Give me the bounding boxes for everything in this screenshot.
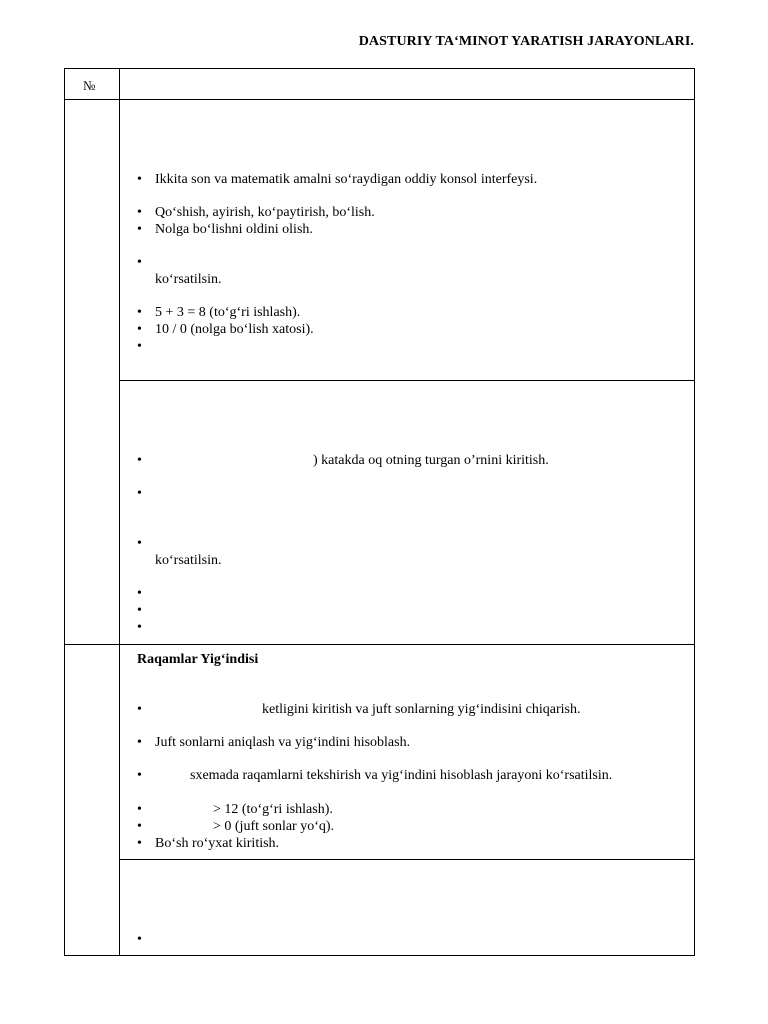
row-divider-1 — [119, 380, 694, 381]
bullet-icon: • — [137, 172, 142, 187]
bullet-icon: • — [137, 603, 142, 618]
bullet-icon: • — [137, 932, 142, 947]
bullet-icon: • — [137, 536, 142, 551]
bullet-icon: • — [137, 305, 142, 320]
number-column-header: № — [83, 78, 96, 93]
s1-line-4: ko‘rsatilsin. — [155, 272, 222, 287]
bullet-icon: • — [137, 322, 142, 337]
header-row-divider — [65, 99, 694, 100]
s2-line-1: ) katakda oq otning turgan o’rnini kiritish. — [313, 453, 549, 468]
bullet-icon: • — [137, 620, 142, 635]
bullet-icon: • — [137, 735, 142, 750]
s3-line-6: Bo‘sh ro‘yxat kiritish. — [155, 836, 280, 851]
task-table — [64, 68, 695, 956]
row-divider-3 — [119, 859, 694, 860]
s2-line-2: ko‘rsatilsin. — [155, 553, 222, 568]
s1-line-5: 5 + 3 = 8 (to‘g‘ri ishlash). — [155, 305, 301, 320]
s3-line-2: Juft sonlarni aniqlash va yig‘indini hisoblash. — [155, 735, 411, 750]
s1-line-3: Nolga bo‘lishni oldini olish. — [155, 222, 313, 237]
column-divider — [119, 69, 120, 955]
bullet-icon: • — [137, 836, 142, 851]
bullet-icon: • — [137, 802, 142, 817]
bullet-icon: • — [137, 486, 142, 501]
s3-line-1: ketligini kiritish va juft sonlarning yig‘indisini chiqarish. — [262, 702, 581, 717]
row-divider-2 — [65, 644, 694, 645]
bullet-icon: • — [137, 819, 142, 834]
bullet-icon: • — [137, 255, 142, 270]
s3-line-3: sxemada raqamlarni tekshirish va yig‘indini hisoblash jarayoni ko‘rsatilsin. — [190, 768, 613, 783]
s3-line-5: > 0 (juft sonlar yo‘q). — [213, 819, 335, 834]
s3-line-4: > 12 (to‘g‘ri ishlash). — [213, 802, 333, 817]
s1-line-1: Ikkita son va matematik amalni so‘raydigan oddiy konsol interfeysi. — [155, 172, 538, 187]
s1-line-2: Qo‘shish, ayirish, ko‘paytirish, bo‘lish. — [155, 205, 375, 220]
bullet-icon: • — [137, 702, 142, 717]
s3-heading: Raqamlar Yig‘indisi — [137, 652, 259, 667]
bullet-icon: • — [137, 205, 142, 220]
bullet-icon: • — [137, 339, 142, 354]
bullet-icon: • — [137, 222, 142, 237]
s1-line-6: 10 / 0 (nolga bo‘lish xatosi). — [155, 322, 314, 337]
bullet-icon: • — [137, 453, 142, 468]
bullet-icon: • — [137, 768, 142, 783]
bullet-icon: • — [137, 586, 142, 601]
document-title: DASTURIY TA‘MINOT YARATISH JARAYONLARI. — [358, 34, 694, 49]
